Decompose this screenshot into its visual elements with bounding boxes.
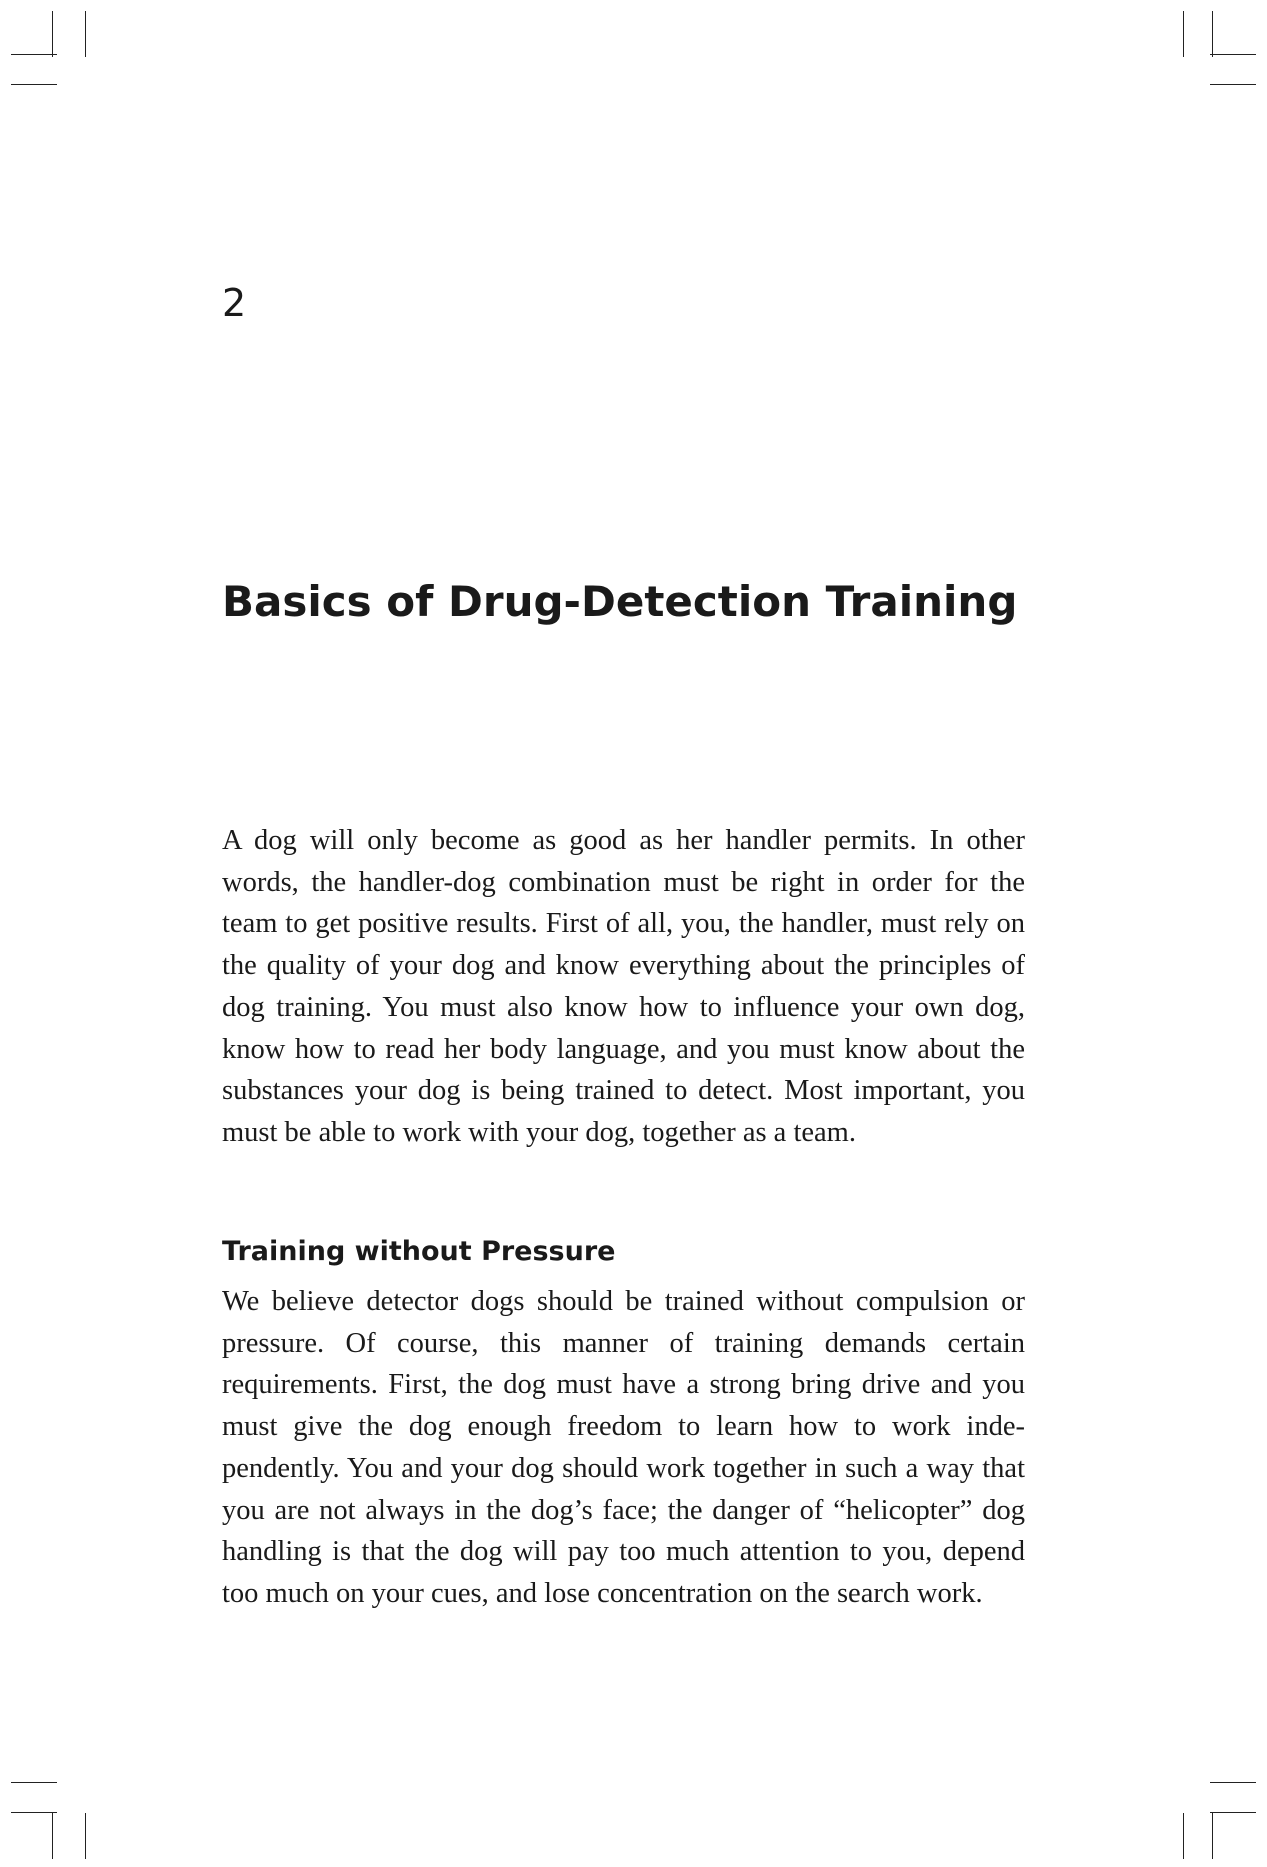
intro-paragraph: A dog will only become as good as her handler permits. In other words, the handler-dog combination must be right in order for the team to get positive results. First of all, you, the handler, must rely on the quality of your dog and know everything about the principles of dog training. You must also know how to influence your own dog, know how to read her body language, and you must know about the substances your dog is being trained to detect. Most important, you must be able to work with your dog, together as a team. — [222, 825, 1025, 1148]
crop-mark — [1212, 11, 1213, 57]
chapter-title: Basics of Drug-Detection Training — [222, 577, 1018, 626]
crop-mark — [11, 84, 57, 85]
crop-mark — [1183, 11, 1184, 57]
chapter-number: 2 — [222, 281, 247, 325]
crop-mark — [85, 1813, 86, 1859]
crop-mark — [11, 54, 57, 55]
crop-mark — [11, 1782, 57, 1783]
crop-mark — [1212, 1813, 1213, 1859]
crop-mark — [1210, 84, 1256, 85]
crop-mark — [1210, 1812, 1256, 1813]
crop-mark — [52, 11, 53, 57]
section-paragraph: We believe detector dogs should be trained without compulsion or pressure. Of course, this manner of training demands certain requirements. First, the dog must have a strong bring drive and you must give the dog enough freedom to learn how to work independently. You and your dog should work together in such a way that you are not always in the dog’s face; the danger of “helicopter” dog handling is that the dog will pay too much attention to you, depend too much on your cues, and lose concentration on the search work. — [222, 1286, 1025, 1609]
crop-mark — [85, 11, 86, 57]
crop-mark — [52, 1813, 53, 1859]
crop-mark — [11, 1812, 57, 1813]
section-heading: Training without Pressure — [222, 1236, 616, 1267]
crop-mark — [1210, 1782, 1256, 1783]
crop-mark — [1210, 54, 1256, 55]
crop-mark — [1183, 1813, 1184, 1859]
